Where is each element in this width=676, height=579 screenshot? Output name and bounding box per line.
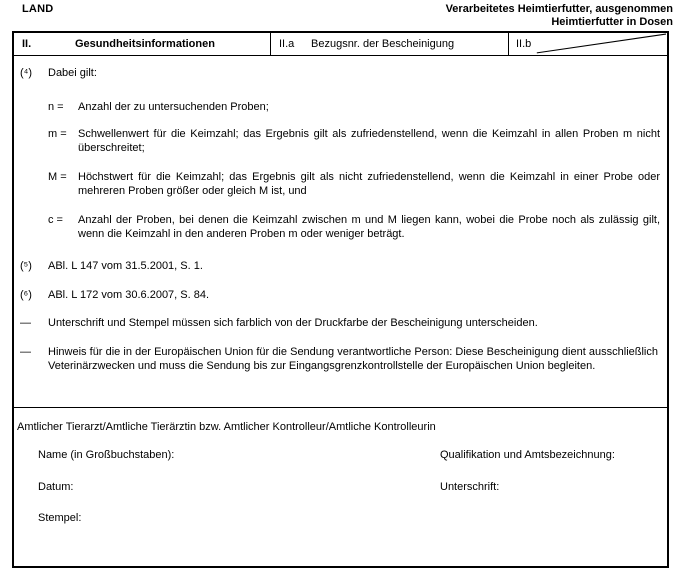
footnote-4-text: Dabei gilt: — [48, 67, 97, 79]
certificate-body-box — [12, 31, 669, 568]
date-field-label: Datum: — [38, 481, 74, 493]
signature-field-label: Unterschrift: — [440, 481, 500, 493]
definition-c — [48, 213, 660, 241]
section-ii-title: Gesundheitsinformationen — [75, 38, 215, 50]
definition-c-term: c = — [48, 214, 63, 226]
stamp-field-label: Stempel: — [38, 512, 82, 524]
footnote-6-text: ABl. L 172 vom 30.6.2007, S. 84. — [48, 289, 210, 301]
definition-M — [48, 170, 660, 198]
definition-n-term: n = — [48, 101, 64, 113]
definition-m — [48, 127, 660, 155]
health-info-header-row — [14, 33, 667, 56]
definition-M-text: Höchstwert für die Keimzahl; das Ergebnis gilt als nicht zufriedenstellend, wenn die Keimzahl in einer Probe oder mehreren Proben größer oder gleich M ist, und — [78, 171, 660, 197]
section-ii-cell — [14, 33, 271, 55]
note-dash-marker: — — [20, 317, 31, 329]
product-type-line1: Verarbeitetes Heimtierfutter, ausgenommen — [445, 3, 673, 15]
definition-n-text: Anzahl der zu untersuchenden Proben; — [78, 101, 269, 113]
definition-n — [48, 100, 660, 114]
footnote-4 — [20, 66, 658, 80]
qualification-field-label: Qualifikation und Amtsbezeichnung: — [440, 449, 615, 461]
official-veterinarian-section — [14, 407, 667, 566]
footnote-5-text: ABl. L 147 vom 31.5.2001, S. 1. — [48, 260, 203, 272]
footnote-5 — [20, 259, 658, 273]
name-field-label: Name (in Großbuchstaben): — [38, 449, 175, 461]
section-iib-cell — [509, 33, 667, 55]
footnote-5-marker: (⁵) — [20, 260, 32, 272]
section-iia-title: Bezugsnr. der Bescheinigung — [311, 38, 455, 50]
footnote-4-marker: (⁴) — [20, 67, 33, 79]
definition-m-term: m = — [48, 128, 67, 140]
definition-M-term: M = — [48, 171, 67, 183]
section-iia-cell — [271, 33, 509, 55]
note-signature-color-text: Unterschrift und Stempel müssen sich farblich von der Druckfarbe der Bescheinigung unterscheiden. — [48, 317, 538, 329]
note-consignment-hint-text: Hinweis für die in der Europäischen Union für die Sendung verantwortliche Person: Diese Bescheinigung dient ausschließlich Veterinärzwecken und muss die Sendung bis zur Eingangsgrenzkontrollstelle der Europäischen Union begleiten. — [48, 346, 658, 372]
definition-m-text: Schwellenwert für die Keimzahl; das Ergebnis gilt als zufriedenstellend, wenn die Keimzahl in allen Proben m nicht überschreitet; — [78, 128, 660, 154]
product-type-line2: Heimtierfutter in Dosen — [551, 16, 673, 28]
note-consignment-hint — [20, 345, 658, 373]
section-iia-number: II.a — [279, 38, 295, 50]
strikethrough-diagonal-line — [509, 33, 667, 55]
official-veterinarian-title: Amtlicher Tierarzt/Amtliche Tierärztin bzw. Amtlicher Kontrolleur/Amtliche Kontrolleurin — [17, 421, 436, 433]
note-dash-marker: — — [20, 346, 31, 358]
footnote-6-marker: (⁶) — [20, 289, 32, 301]
section-ii-number: II. — [22, 38, 32, 50]
section-iib-number: II.b — [516, 38, 532, 50]
note-signature-color — [20, 316, 658, 330]
footnote-6 — [20, 288, 658, 302]
country-label: LAND — [22, 3, 54, 15]
product-type-heading — [446, 3, 673, 29]
definition-c-text: Anzahl der Proben, bei denen die Keimzahl zwischen m und M liegen kann, wobei die Probe noch als zulässig gilt, wenn die Keimzahl in den anderen Proben m oder weniger beträgt. — [78, 214, 660, 240]
